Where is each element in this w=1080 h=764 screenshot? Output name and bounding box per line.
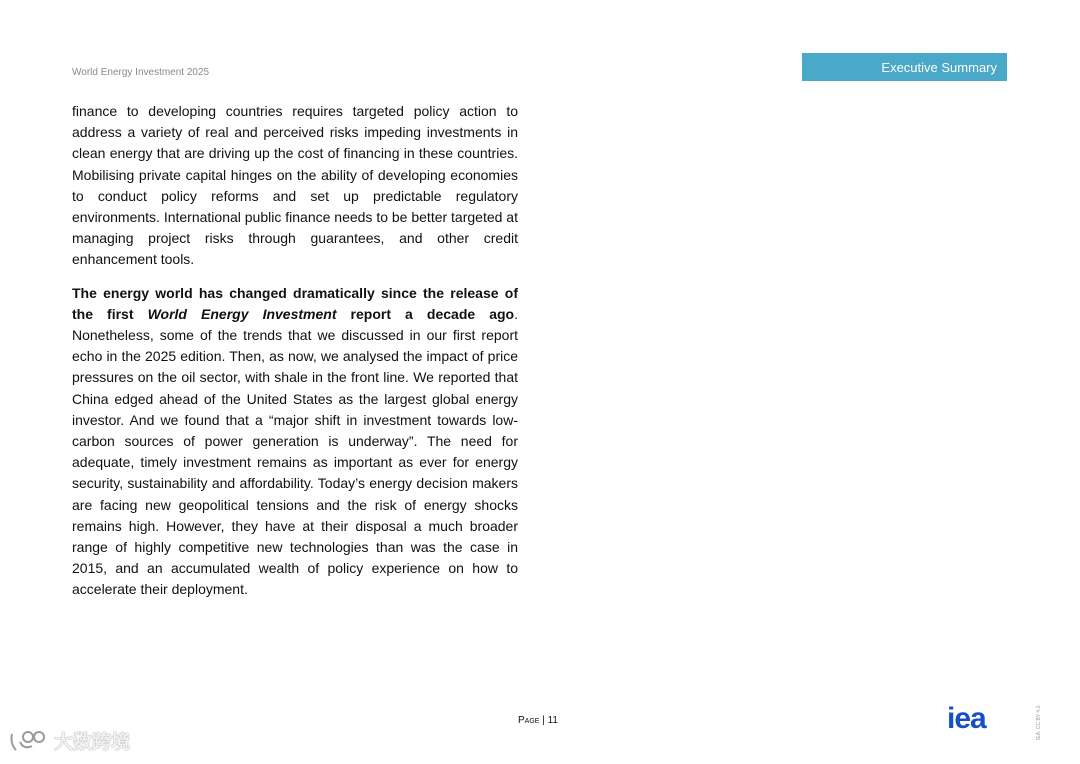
watermark-logo-icon <box>8 728 50 754</box>
page-number <box>518 715 558 726</box>
section-tab-label: Executive Summary <box>881 59 997 75</box>
page-number-value: 11 <box>547 715 558 726</box>
body-text <box>72 101 518 613</box>
watermark-text: 大数跨境 <box>54 732 131 753</box>
page-label: Page <box>518 715 540 726</box>
paragraph-2-rest: . Nonetheless, some of the trends that we discussed in our first report echo in the 2025 edition. Then, as now, we analysed the impact of price pressures on the oil sector, with shale in the front line. We reported that China edged ahead of the United States as the largest global energy investor. And we found that a “major shift in investment towards low-carbon sources of power generation is underway”. The need for adequate, timely investment remains as important as ever for energy security, sustainability and affordability. Today’s energy decision makers are facing new geopolitical tensions and the risk of energy shocks remains high. However, they have at their disposal a much broader range of highly competitive new technologies than was the case in 2015, and an accumulated wealth of policy experience on how to accelerate their deployment. <box>72 305 518 598</box>
paragraph-1: finance to developing countries requires targeted policy action to address a variety of real and perceived risks impeding investments in clean energy that are driving up the cost of financing in these countries. Mobilising private capital hinges on the ability of developing economies to conduct policy reforms and set up predictable regulatory environments. International public finance needs to be better targeted at managing project risks through guarantees, and other credit enhancement tools. <box>72 103 518 268</box>
copyright-notice: IEA. CC BY 4.0. <box>1036 704 1042 740</box>
paragraph-2-bold-tail: report a decade ago <box>336 305 515 322</box>
page-separator: | <box>539 715 548 726</box>
iea-logo: iea <box>947 702 986 735</box>
report-title: World Energy Investment 2025 <box>72 67 210 78</box>
paragraph-2 <box>72 283 518 601</box>
report-name-italic: World Energy Investment <box>147 305 337 322</box>
paragraph-2-bold-lead: The energy world has changed dramatically since the release of the first <box>72 284 518 322</box>
section-tab <box>802 53 1007 81</box>
watermark <box>8 727 130 754</box>
